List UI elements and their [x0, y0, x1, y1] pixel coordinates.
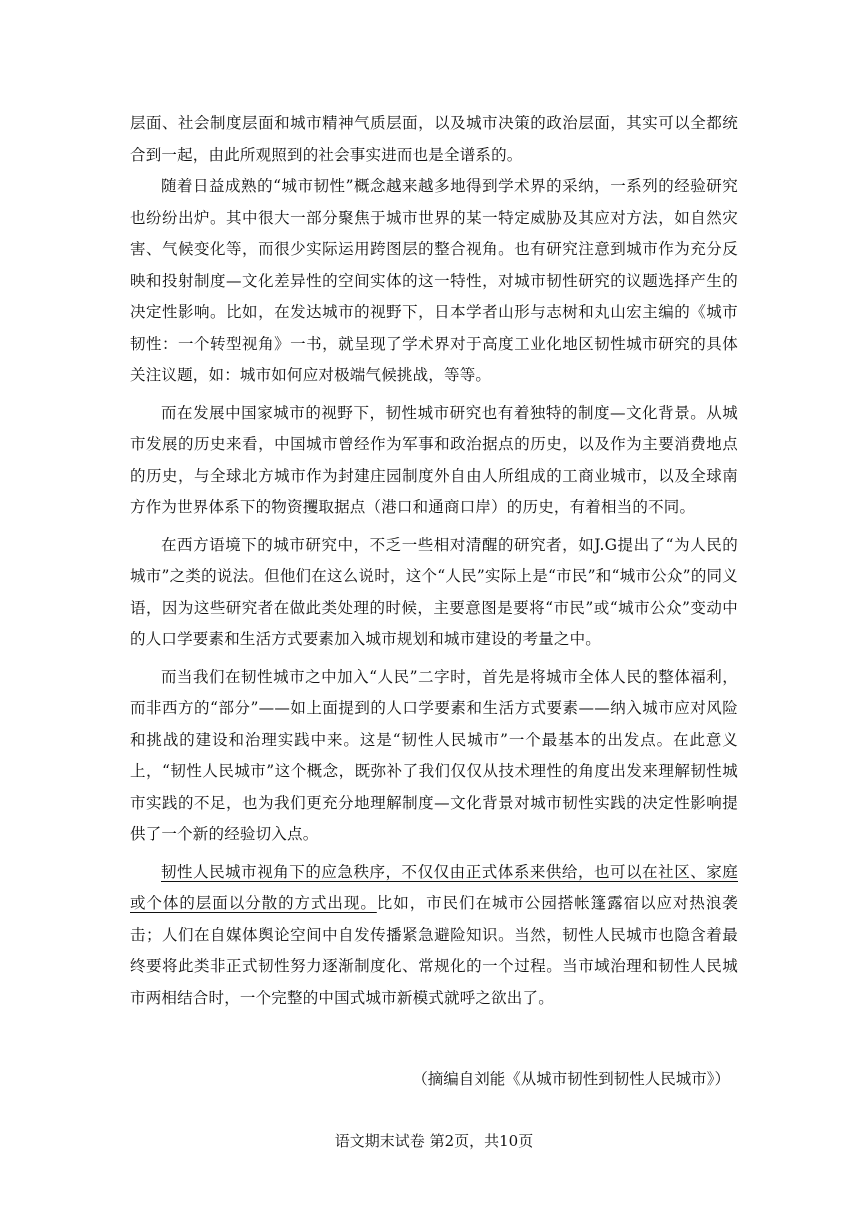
article-body	[130, 108, 738, 1014]
paragraph-4: 在西方语境下的城市研究中，不乏一些相对清醒的研究者，如J.G提出了“为人民的城市”之类的说法。但他们在这么说时，这个“人民”实际上是“市民”和“城市公众”的同义语，因为这些研究者在做此类处理的时候，主要意图是要将“市民”或“城市公众”变动中的人口学要素和生活方式要素加入城市规划和城市建设的考量之中。	[130, 535, 738, 648]
paragraph-5: 而当我们在韧性城市之中加入“人民”二字时，首先是将城市全体人民的整体福利，而非西方的“部分”——如上面提到的人口学要素和生活方式要素——纳入城市应对风险和挑战的建设和治理实践中来。这是“韧性人民城市”一个最基本的出发点。在此意义上，“韧性人民城市”这个概念，既弥补了我们仅仅从技术理性的角度出发来理解韧性城市实践的不足，也为我们更充分地理解制度—文化背景对城市韧性实践的决定性影响提供了一个新的经验切入点。	[130, 667, 738, 843]
paragraph-1: 层面、社会制度层面和城市精神气质层面，以及城市决策的政治层面，其实可以全都统合到一起，由此所观照到的社会事实进而也是全谱系的。	[130, 114, 738, 164]
paragraph-3: 而在发展中国家城市的视野下，韧性城市研究也有着独特的制度—文化背景。从城市发展的历史来看，中国城市曾经作为军事和政治据点的历史，以及作为主要消费地点的历史，与全球北方城市作为封建庄园制度外自由人所组成的工商业城市，以及全球南方作为世界体系下的物资攫取据点（港口和通商口岸）的历史，有着相当的不同。	[130, 403, 738, 516]
paragraph-6-rest: 比如，市民们在城市公园搭帐篷露宿以应对热浪袭击；人们在自媒体舆论空间中自发传播紧急避险知识。当然，韧性人民城市也隐含着最终要将此类非正式韧性努力逐渐制度化、常规化的一个过程。当市域治理和韧性人民城市两相结合时，一个完整的中国式城市新模式就呼之欲出了。	[130, 894, 738, 1007]
underlined-sentence: 韧性人民城市视角下的应急秩序，不仅仅由正式体系来供给，也可以在社区、家庭或个体的层面以分散的方式出现。	[130, 862, 738, 912]
source-citation: （摘编自刘能《从城市韧性到韧性人民城市》）	[412, 1070, 730, 1088]
paragraph-2: 随着日益成熟的“城市韧性”概念越来越多地得到学术界的采纳，一系列的经验研究也纷纷出炉。其中很大一部分聚焦于城市世界的某一特定威胁及其应对方法，如自然灾害、气候变化等，而很少实际运用跨图层的整合视角。也有研究注意到城市作为充分反映和投射制度—文化差异性的空间实体的这一特性，对城市韧性研究的议题选择产生的决定性影响。比如，在发达城市的视野下，日本学者山形与志树和丸山宏主编的《城市韧性：一个转型视角》一书，就呈现了学术界对于高度工业化地区韧性城市研究的具体关注议题，如：城市如何应对极端气候挑战，等等。	[130, 177, 738, 384]
paragraph-6	[130, 857, 738, 1015]
page-footer: 语文期末试卷 第2页，共10页	[334, 1132, 534, 1150]
